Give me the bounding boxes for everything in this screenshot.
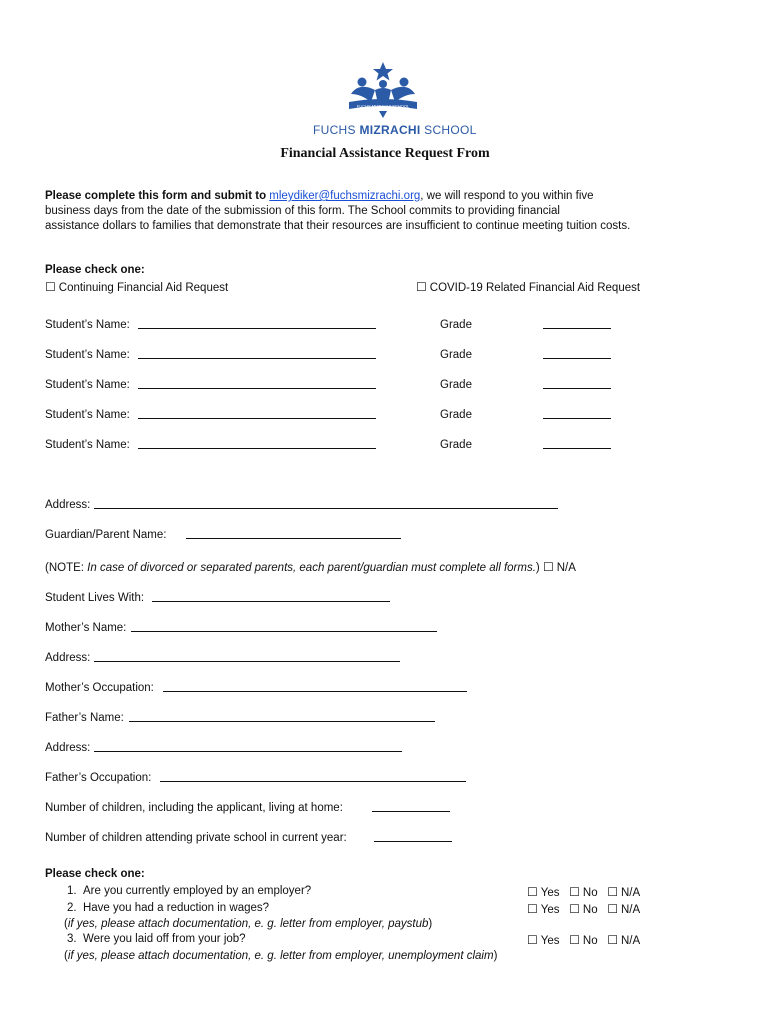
question-3-options xyxy=(527,933,640,947)
q1-na-option[interactable]: ☐ N/A xyxy=(607,885,641,899)
school-name: FUCHS MIZRACHI SCHOOL xyxy=(313,123,477,137)
note-line: (NOTE: In case of divorced or separated parents, each parent/guardian must complete all forms.) ☐ N/A xyxy=(45,560,576,574)
grade-field[interactable] xyxy=(543,358,611,359)
question-2: 2. Have you had a reduction in wages? xyxy=(67,902,270,914)
email-link[interactable]: mleydiker@fuchsmizrachi.org xyxy=(269,190,421,202)
grade-field[interactable] xyxy=(543,328,611,329)
grade-label: Grade xyxy=(440,319,472,331)
q3-yes-option[interactable]: ☐ Yes xyxy=(527,933,560,947)
father-address-field[interactable] xyxy=(94,751,402,752)
grade-label: Grade xyxy=(440,349,472,361)
note-text: In case of divorced or separated parents, each parent/guardian must complete all forms. xyxy=(87,562,536,574)
grade-field[interactable] xyxy=(543,448,611,449)
note-na-label: N/A xyxy=(556,562,576,574)
mother-occupation-field[interactable] xyxy=(163,691,467,692)
grade-label: Grade xyxy=(440,379,472,391)
lives-with-label: Student Lives With: xyxy=(45,592,145,604)
intro-line-3: assistance dollars to families that demonstrate that their resources are insufficient to continue meeting tuition costs. xyxy=(45,220,631,232)
checkbox-icon[interactable]: ☐ xyxy=(607,933,618,947)
checkbox-icon[interactable]: ☐ xyxy=(45,280,56,294)
mother-occupation-label: Mother’s Occupation: xyxy=(45,682,154,694)
school-logo-emblem xyxy=(345,60,421,120)
student-name-label: Student’s Name: xyxy=(45,349,130,361)
grade-label: Grade xyxy=(440,409,472,421)
address-field[interactable] xyxy=(94,508,558,509)
children-home-field[interactable] xyxy=(372,811,450,812)
student-name-field[interactable] xyxy=(138,388,376,389)
checkbox-icon[interactable]: ☐ xyxy=(542,560,554,574)
q2-yes-option[interactable]: ☐ Yes xyxy=(527,902,560,916)
question-3-note: (if yes, please attach documentation, e. g. letter from employer, unemployment claim) xyxy=(64,950,498,962)
checkbox-icon[interactable]: ☐ xyxy=(527,933,538,947)
father-name-field[interactable] xyxy=(129,721,435,722)
intro-line-1: Please complete this form and submit to mleydiker@fuchsmizrachi.org, we will respond to you within five xyxy=(45,190,594,202)
questions-heading: Please check one: xyxy=(45,868,145,880)
children-private-label: Number of children attending private school in current year: xyxy=(45,832,347,844)
checkbox-icon[interactable]: ☐ xyxy=(607,885,618,899)
checkbox-icon[interactable]: ☐ xyxy=(569,902,580,916)
checkbox-icon[interactable]: ☐ xyxy=(527,902,538,916)
grade-field[interactable] xyxy=(543,418,611,419)
q3-no-option[interactable]: ☐ No xyxy=(569,933,598,947)
father-address-label: Address: xyxy=(45,742,91,754)
student-name-field[interactable] xyxy=(138,418,376,419)
question-3: 3. Were you laid off from your job? xyxy=(67,933,246,945)
father-occupation-label: Father’s Occupation: xyxy=(45,772,152,784)
grade-field[interactable] xyxy=(543,388,611,389)
mother-name-field[interactable] xyxy=(131,631,437,632)
question-2-options xyxy=(527,902,640,916)
mother-address-field[interactable] xyxy=(94,661,400,662)
checkbox-icon[interactable]: ☐ xyxy=(569,885,580,899)
children-home-label: Number of children, including the applicant, living at home: xyxy=(45,802,343,814)
checkbox-icon[interactable]: ☐ xyxy=(607,902,618,916)
lives-with-field[interactable] xyxy=(152,601,390,602)
checkbox-icon[interactable]: ☐ xyxy=(416,280,427,294)
student-name-label: Student’s Name: xyxy=(45,439,130,451)
q2-no-option[interactable]: ☐ No xyxy=(569,902,598,916)
guardian-field[interactable] xyxy=(186,538,401,539)
intro-line-2: business days from the date of the submission of this form. The School commits to providing financial xyxy=(45,205,560,217)
school-logo xyxy=(345,60,421,120)
guardian-label: Guardian/Parent Name: xyxy=(45,529,167,541)
logo-banner-text: FUCHS MIZRACHI SCHOOL xyxy=(356,103,410,109)
mother-address-label: Address: xyxy=(45,652,91,664)
mother-name-label: Mother’s Name: xyxy=(45,622,127,634)
covid-aid-option[interactable]: ☐ COVID-19 Related Financial Aid Request xyxy=(416,280,641,294)
father-occupation-field[interactable] xyxy=(160,781,466,782)
student-name-field[interactable] xyxy=(138,358,376,359)
question-1: 1. Are you currently employed by an employer? xyxy=(67,885,312,897)
q1-yes-option[interactable]: ☐ Yes xyxy=(527,885,560,899)
children-private-field[interactable] xyxy=(374,841,452,842)
request-type-heading: Please check one: xyxy=(45,264,145,276)
q2-na-option[interactable]: ☐ N/A xyxy=(607,902,641,916)
student-name-label: Student’s Name: xyxy=(45,409,130,421)
checkbox-icon[interactable]: ☐ xyxy=(569,933,580,947)
grade-label: Grade xyxy=(440,439,472,451)
address-label: Address: xyxy=(45,499,91,511)
q3-na-option[interactable]: ☐ N/A xyxy=(607,933,641,947)
question-1-options xyxy=(527,885,640,899)
checkbox-icon[interactable]: ☐ xyxy=(527,885,538,899)
student-name-field[interactable] xyxy=(138,448,376,449)
question-2-note: (if yes, please attach documentation, e. g. letter from employer, paystub) xyxy=(64,918,433,930)
student-name-label: Student’s Name: xyxy=(45,319,130,331)
father-name-label: Father’s Name: xyxy=(45,712,124,724)
intro-lead: Please complete this form and submit to xyxy=(45,190,270,202)
continuing-aid-option[interactable]: ☐ Continuing Financial Aid Request xyxy=(45,280,229,294)
form-title: Financial Assistance Request From xyxy=(280,146,490,161)
student-name-label: Student’s Name: xyxy=(45,379,130,391)
q1-no-option[interactable]: ☐ No xyxy=(569,885,598,899)
student-name-field[interactable] xyxy=(138,328,376,329)
